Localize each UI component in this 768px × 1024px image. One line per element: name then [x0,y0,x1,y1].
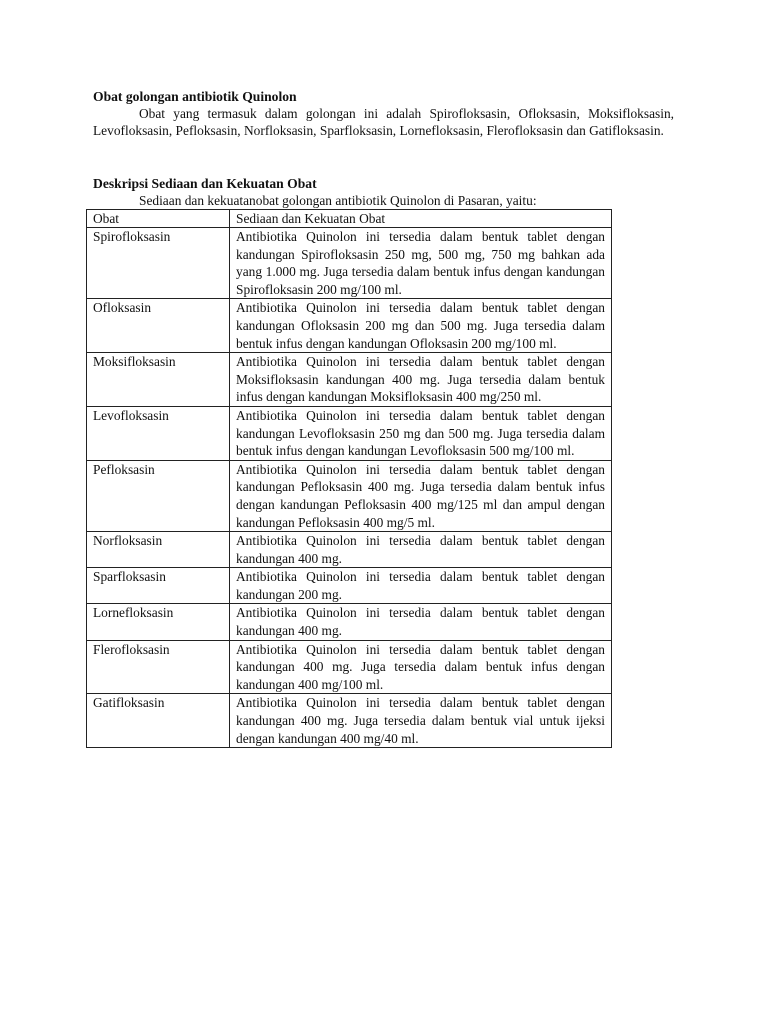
table-row [87,694,612,748]
drug-name-cell: Levofloksasin [87,406,230,460]
drug-name-cell: Flerofloksasin [87,640,230,694]
drug-preparation-cell: Antibiotika Quinolon ini tersedia dalam bentuk tablet dengan kandungan Ofloksasin 200 mg dan 500 mg. Juga tersedia dalam bentuk infus dengan kandungan Ofloksasin 200 mg/100 ml. [230,299,612,353]
section-paragraph-quinolon: Obat yang termasuk dalam golongan ini adalah Spirofloksasin, Ofloksasin, Moksifloksasin, Levofloksasin, Pefloksasin, Norfloksasin, Sparfloksasin, Lornefloksasin, Flerofloksasin dan Gatifloksasin. [93,106,674,139]
drug-name-cell: Gatifloksasin [87,694,230,748]
drug-name-cell: Lornefloksasin [87,604,230,640]
drug-name-cell: Norfloksasin [87,532,230,568]
section-intro-deskripsi: Sediaan dan kekuatanobat golongan antibiotik Quinolon di Pasaran, yaitu: [139,193,537,208]
drug-preparation-cell: Antibiotika Quinolon ini tersedia dalam bentuk tablet dengan kandungan 200 mg. [230,568,612,604]
table-row [87,353,612,407]
table-row [87,532,612,568]
table-row [87,299,612,353]
drug-name-cell: Pefloksasin [87,460,230,531]
table-header-sediaan: Sediaan dan Kekuatan Obat [230,210,612,228]
drug-preparation-cell: Antibiotika Quinolon ini tersedia dalam bentuk tablet dengan kandungan Pefloksasin 400 mg. Juga tersedia dalam bentuk infus dengan kandungan Pefloksasin 400 mg/125 ml dan ampul dengan kandungan Pefloksasin 400 mg/5 ml. [230,460,612,531]
drug-table [86,209,612,748]
table-row [87,460,612,531]
section-title-deskripsi: Deskripsi Sediaan dan Kekuatan Obat [93,176,317,191]
drug-preparation-cell: Antibiotika Quinolon ini tersedia dalam bentuk tablet dengan kandungan 400 mg. Juga tersedia dalam bentuk infus dengan kandungan 400 mg/100 ml. [230,640,612,694]
drug-name-cell: Ofloksasin [87,299,230,353]
table-row [87,604,612,640]
drug-preparation-cell: Antibiotika Quinolon ini tersedia dalam bentuk tablet dengan kandungan Levofloksasin 250 mg dan 500 mg. Juga tersedia dalam bentuk infus dengan kandungan Levofloksasin 500 mg/100 ml. [230,406,612,460]
table-header-row [87,210,612,228]
section-title-quinolon: Obat golongan antibiotik Quinolon [93,89,297,104]
table-row [87,640,612,694]
drug-preparation-cell: Antibiotika Quinolon ini tersedia dalam bentuk tablet dengan kandungan 400 mg. Juga tersedia dalam bentuk vial untuk ijeksi dengan kandungan 400 mg/40 ml. [230,694,612,748]
table-header-obat: Obat [87,210,230,228]
drug-name-cell: Spirofloksasin [87,228,230,299]
drug-preparation-cell: Antibiotika Quinolon ini tersedia dalam bentuk tablet dengan kandungan 400 mg. [230,604,612,640]
table-row [87,568,612,604]
drug-preparation-cell: Antibiotika Quinolon ini tersedia dalam bentuk tablet dengan kandungan Spirofloksasin 250 mg, 500 mg, 750 mg bahkan ada yang 1.000 mg. Juga tersedia dalam bentuk infus dengan kandungan Spirofloksasin 200 mg/100 ml. [230,228,612,299]
table-row [87,406,612,460]
drug-preparation-cell: Antibiotika Quinolon ini tersedia dalam bentuk tablet dengan Moksifloksasin kandungan 400 mg. Juga tersedia dalam bentuk infus dengan kandungan Moksifloksasin 400 mg/250 ml. [230,353,612,407]
drug-name-cell: Moksifloksasin [87,353,230,407]
table-row [87,228,612,299]
drug-preparation-cell: Antibiotika Quinolon ini tersedia dalam bentuk tablet dengan kandungan 400 mg. [230,532,612,568]
drug-name-cell: Sparfloksasin [87,568,230,604]
